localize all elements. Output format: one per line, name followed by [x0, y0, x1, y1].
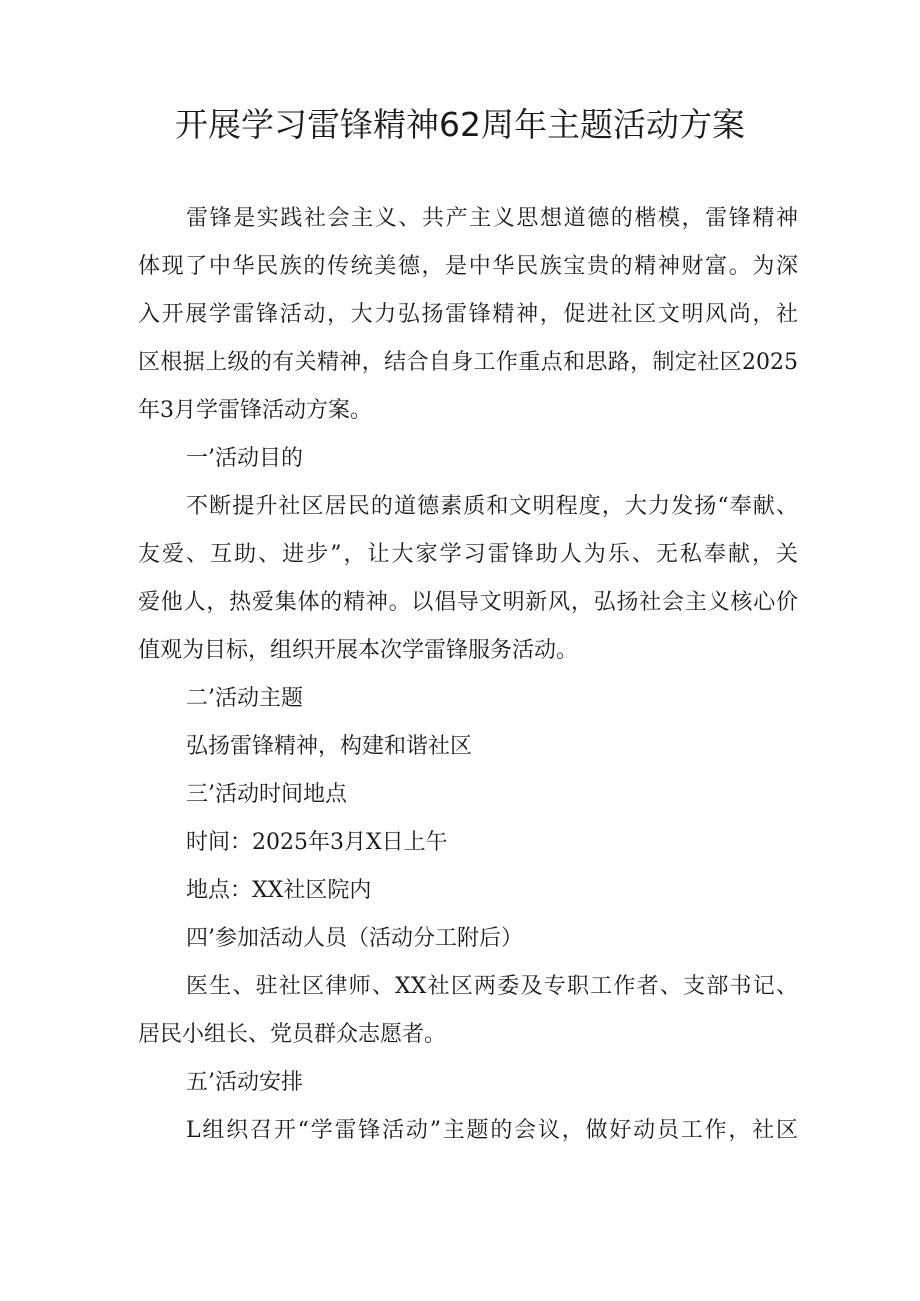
section2-text: 弘扬雷锋精神，构建和谐社区	[186, 734, 473, 759]
document-body	[138, 195, 798, 1155]
section2-heading: 二’活动主题	[186, 686, 303, 711]
section4-heading: 四’参加活动人员（活动分工附后）	[186, 926, 523, 951]
section4-line-2: 居民小组长、党员群众志愿者。	[138, 1022, 447, 1047]
intro-line-2: 体现了中华民族的传统美德，是中华民族宝贵的精神财富。为深	[138, 254, 798, 279]
section5-heading: 五’活动安排	[186, 1070, 303, 1095]
section3-place: 地点：XX社区院内	[186, 878, 372, 903]
section1-line-2: 友爱、互助、进步”，让大家学习雷锋助人为乐、无私奉献，关	[138, 542, 798, 567]
intro-line-1: 雷锋是实践社会主义、共产主义思想道德的楷模，雷锋精神	[186, 206, 798, 231]
section4-line-1: 医生、驻社区律师、XX社区两委及专职工作者、支部书记、	[186, 974, 798, 999]
section3-heading: 三’活动时间地点	[186, 782, 347, 807]
intro-line-4: 区根据上级的有关精神，结合自身工作重点和思路，制定社区2025	[138, 350, 798, 375]
section1-heading: 一’活动目的	[186, 446, 303, 471]
intro-line-5: 年3月学雷锋活动方案。	[138, 398, 372, 423]
document-title: 开展学习雷锋精神62周年主题活动方案	[175, 105, 745, 144]
intro-line-3: 入开展学雷锋活动，大力弘扬雷锋精神，促进社区文明风尚，社	[138, 302, 798, 327]
section3-time: 时间：2025年3月X日上午	[186, 830, 448, 855]
section1-line-4: 值观为目标，组织开展本次学雷锋服务活动。	[138, 638, 579, 663]
section5-line-1: L组织召开“学雷锋活动”主题的会议，做好动员工作，社区	[186, 1118, 798, 1143]
section1-line-1: 不断提升社区居民的道德素质和文明程度，大力发扬“奉献、	[186, 494, 798, 519]
section1-line-3: 爱他人，热爱集体的精神。以倡导文明新风，弘扬社会主义核心价	[138, 590, 798, 615]
